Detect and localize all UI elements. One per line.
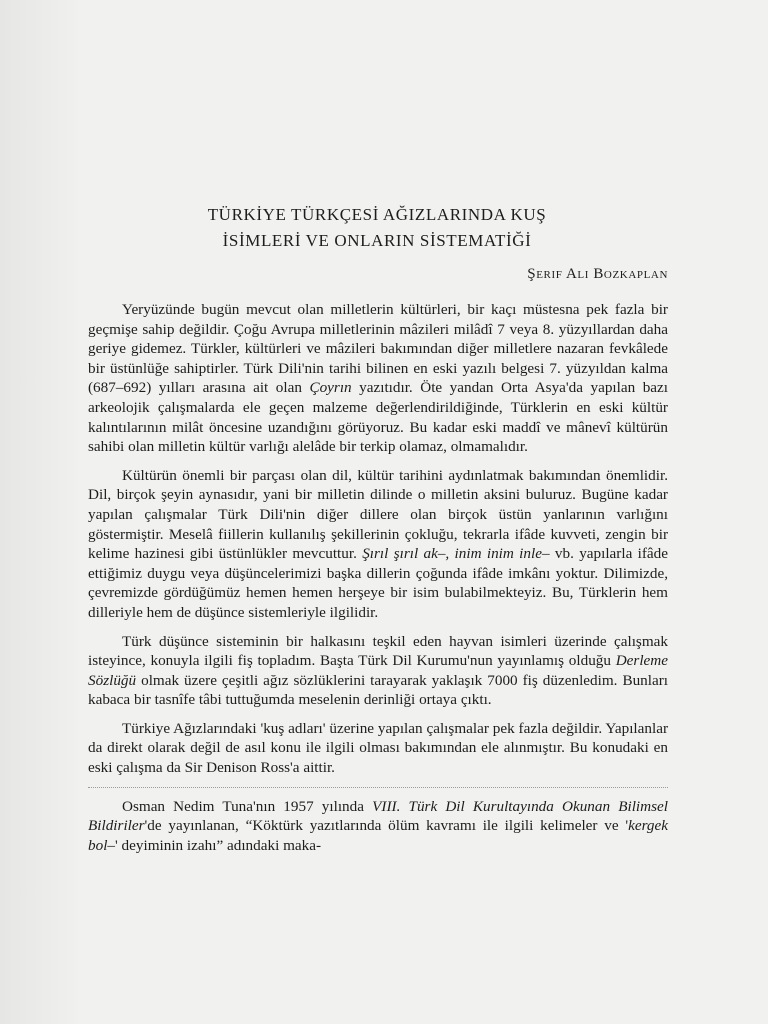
italic-text-run: Şırıl şırıl ak–, inim inim inle– — [362, 545, 550, 563]
text-run: ' deyiminin izahı” adındaki maka- — [115, 836, 322, 854]
article-body — [88, 300, 668, 864]
italic-text-run: VIII. Türk Dil Kurultayında Okunan Bilimsel Bildiriler — [88, 797, 668, 835]
italic-text-run: kergek bol– — [88, 817, 668, 854]
text-run: Kültürün önemli bir parçası olan dil, kültür tarihini aydınlatmak bakımından önemlidir. Dil, birçok şeyin aynasıdır, yani bir milletin dilinde o milletin aksini buluruz. Bugüne kadar yapılan çalışmalar Türk Dili'nin diğer dillere olan birçok üstün yanlarının varlığını göstermiştir. Meselâ fiillerin kullanılış şekillerinin çokluğu, tekrarla ifâde kuvveti, zengin bir kelime hazinesi gibi üstünlükler mevcuttur. — [88, 466, 668, 563]
footnote-divider — [88, 787, 668, 788]
text-run: vb. yapılarla ifâde ettiğimiz duygu veya düşüncelerimizi başka dillerin çoğunda ifâde imkânı yoktur. Dilimizde, çevremizde gördüğümüz hemen hemen herşeye bir isim bulabilmekteyiz. Bu, Türklerin hem dilleriyle hem de düşünce sistemleriyle ilgilidir. — [88, 545, 668, 621]
paragraph-1 — [88, 300, 668, 457]
paragraph-2 — [88, 466, 668, 623]
text-run: Yeryüzünde bugün mevcut olan milletlerin kültürleri, bir kaçı müstesna pek fazla bir geçmişe sahip değildir. Çoğu Avrupa milletlerinin mâzileri milâdî 7 veya 8. yüzyıllardan daha geriye gidemez. Türkler, kültürleri ve mâzileri bakımından diğer milletlere nazaran fevkâlede bir üstünlüğe sahiptirler. Türk Dili'nin tarihi bilinen en eski yazılı belgesi 7. yüzyıldan kalma (687–692) yılları arasına ait olan — [88, 301, 668, 397]
text-run: Osman Nedim Tuna'nın 1957 yılında — [122, 797, 373, 815]
paragraph-5 — [88, 797, 668, 856]
text-run: Türkiye Ağızlarındaki 'kuş adları' üzerine yapılan çalışmalar pek fazla değildir. Yapılanlar da direkt olarak değil de asıl konu ile ilgili olması bakımından ele alınmıştır. Bu konudaki en eski çalışma da Sir Denison Ross'a aittir. — [88, 719, 668, 777]
text-run: 'de yayınlanan, “Köktürk yazıtlarında ölüm kavramı ile ilgili kelimeler ve ' — [144, 817, 629, 835]
article-title-line-2: İSİMLERİ VE ONLARIN SİSTEMATİĞİ — [222, 231, 532, 250]
article-title-line-1: TÜRKİYE TÜRKÇESİ AĞIZLARINDA KUŞ — [207, 205, 547, 224]
text-run: yazıtıdır. Öte yandan Orta Asya'da yapılan bazı arkeolojik çalışmalarda ele geçen malzeme değerlendirildiğinde, Türklerin en eski kültür kalıntılarının milât öncesine uzandığını görüyoruz. Bu kadar eski maddî ve mânevî kültürün sahibi olan milletin kültür varlığı alelâde bir terkip olamaz, olmamalıdır. — [88, 379, 669, 456]
paragraph-4 — [88, 719, 668, 778]
page-edge-shadow — [0, 0, 78, 1024]
italic-text-run: Derleme Sözlüğü — [88, 652, 668, 689]
text-run: olmak üzere çeşitli ağız sözlüklerini tarayarak yaklaşık 7000 fiş düzenledim. Bunları kabaca bir tasnîfe tâbi tuttuğumda meselenin derinliği ortaya çıktı. — [88, 671, 668, 709]
italic-text-run: Çoyrın — [309, 379, 352, 397]
text-run: Türk düşünce sisteminin bir halkasını teşkil eden hayvan isimleri üzerinde çalışmak isteyince, konuyla ilgili fiş topladım. Başta Türk Dil Kurumu'nun yayınlamış olduğu — [88, 632, 668, 670]
paragraph-3 — [88, 632, 668, 710]
author-name: Şerif Ali Bozkaplan — [527, 266, 668, 282]
